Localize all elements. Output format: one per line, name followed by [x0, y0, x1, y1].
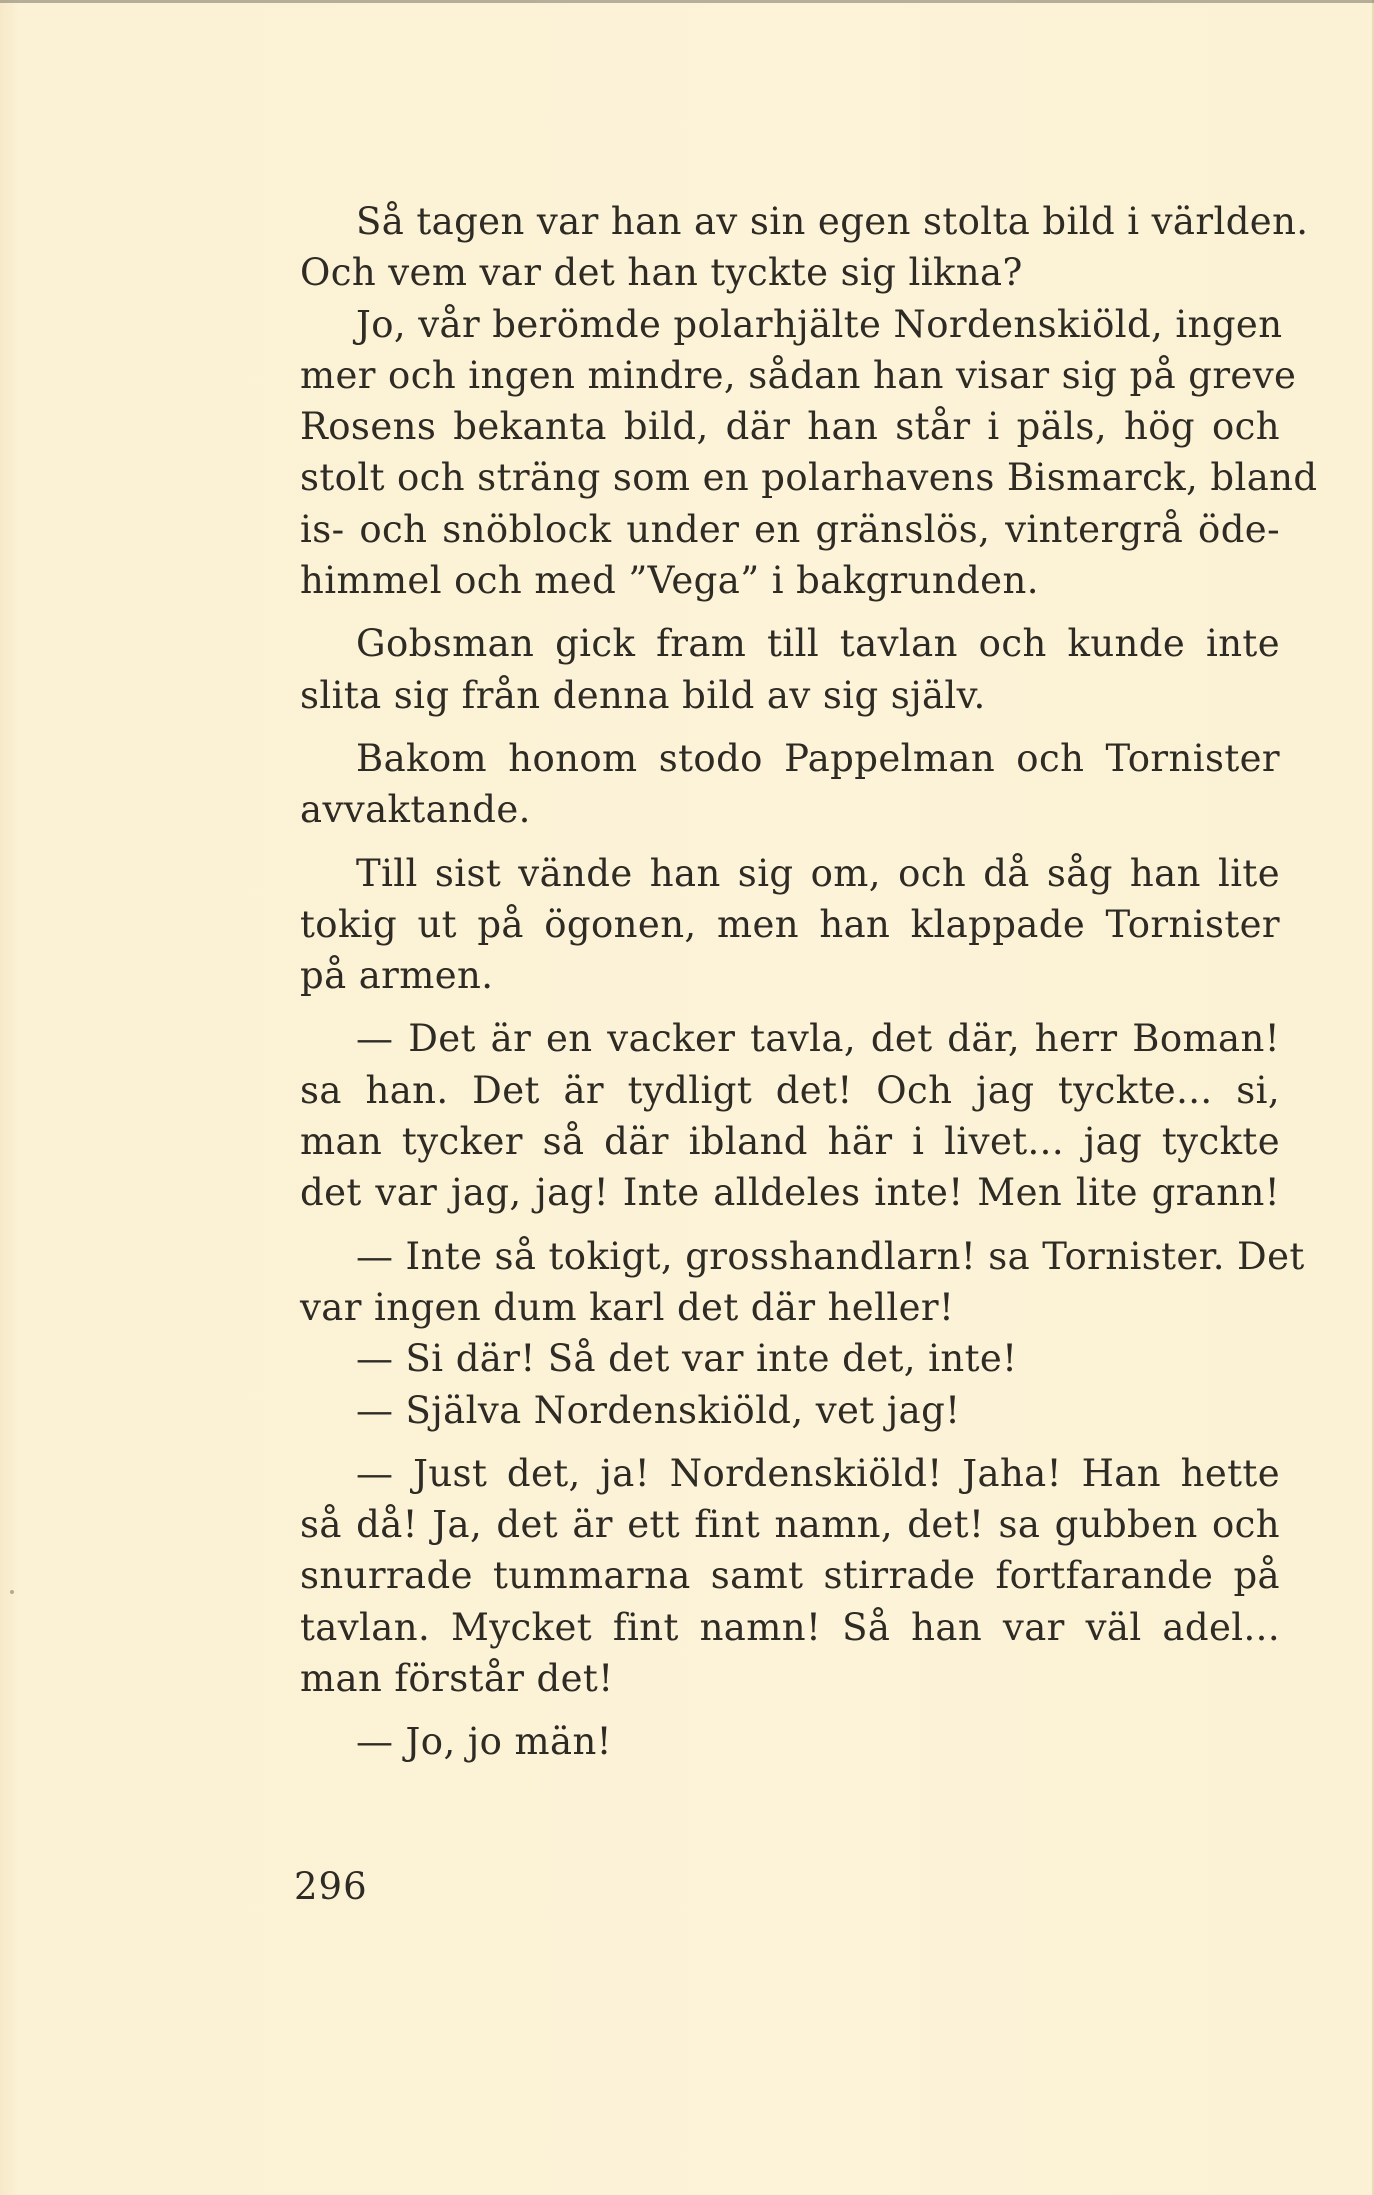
text-line: avvaktande. [300, 788, 531, 832]
paragraph-gap [300, 606, 1280, 618]
paragraph-gap [300, 1001, 1280, 1013]
paragraph-gap [300, 721, 1280, 733]
text-line: sa han. Det är tydligt det! Och jag tyckte... si, [300, 1068, 1280, 1112]
text-line: Bakom honom stodo Pappelman och Tornister [356, 736, 1280, 780]
paper-speck [10, 1590, 14, 1594]
paragraph [300, 1231, 1305, 1334]
paragraph [300, 1385, 1280, 1436]
text-line: Jo, vår berömde polarhjälte Nordenskiöld, ingen [356, 302, 1283, 346]
paragraph [300, 1013, 1280, 1218]
paragraph-gap [300, 836, 1280, 848]
text-line: — Själva Nordenskiöld, vet jag! [356, 1388, 961, 1432]
paragraph-gap [300, 1219, 1280, 1231]
body-text [300, 196, 1318, 1768]
page-number: 296 [294, 1865, 368, 1908]
text-line: — Inte så tokigt, grosshandlarn! sa Tornister. Det [356, 1234, 1305, 1278]
text-line: Och vem var det han tyckte sig likna? [300, 251, 1023, 295]
text-line: på armen. [300, 954, 494, 998]
paragraph [300, 1333, 1280, 1384]
text-line: tokig ut på ögonen, men han klappade Tornister [300, 902, 1280, 946]
text-line: mer och ingen mindre, sådan han visar sig på greve [300, 353, 1297, 397]
paragraph [300, 196, 1309, 299]
text-line: snurrade tummarna samt stirrade fortfarande på [300, 1554, 1280, 1598]
text-line: tavlan. Mycket fint namn! Så han var väl adel... [300, 1605, 1280, 1649]
text-line: Rosens bekanta bild, där han står i päls, hög och [300, 405, 1280, 449]
paragraph [300, 1448, 1280, 1704]
text-line: Till sist vände han sig om, och då såg han lite [356, 851, 1280, 895]
text-line: Gobsman gick fram till tavlan och kunde inte [356, 622, 1280, 666]
text-line: Så tagen var han av sin egen stolta bild i världen. [356, 200, 1309, 243]
paragraph [300, 848, 1280, 1002]
paragraph [300, 733, 1280, 836]
paragraph [300, 1716, 1280, 1767]
paragraph-gap [300, 1704, 1280, 1716]
text-line: så då! Ja, det är ett fint namn, det! sa gubben och [300, 1503, 1280, 1547]
text-line: himmel och med ”Vega” i bakgrunden. [300, 559, 1039, 603]
text-line: man tycker så där ibland här i livet... jag tyckte [300, 1120, 1280, 1164]
text-line: det var jag, jag! Inte alldeles inte! Men lite grann! [300, 1171, 1280, 1215]
text-line: var ingen dum karl det där heller! [300, 1285, 955, 1329]
text-line: stolt och sträng som en polarhavens Bismarck, bland [300, 456, 1318, 500]
text-line: man förstår det! [300, 1657, 614, 1701]
text-line: — Jo, jo män! [356, 1720, 612, 1764]
text-line: — Det är en vacker tavla, det där, herr Boman! [356, 1017, 1280, 1061]
text-line: — Si där! Så det var inte det, inte! [356, 1337, 1018, 1381]
text-line: is- och snöblock under en gränslös, vintergrå öde- [300, 507, 1280, 551]
text-line: — Just det, ja! Nordenskiöld! Jaha! Han hette [356, 1451, 1280, 1495]
paragraph [300, 299, 1318, 607]
scan-top-edge [0, 0, 1374, 3]
paragraph-gap [300, 1436, 1280, 1448]
text-line: slita sig från denna bild av sig själv. [300, 673, 986, 717]
paragraph [300, 618, 1280, 721]
